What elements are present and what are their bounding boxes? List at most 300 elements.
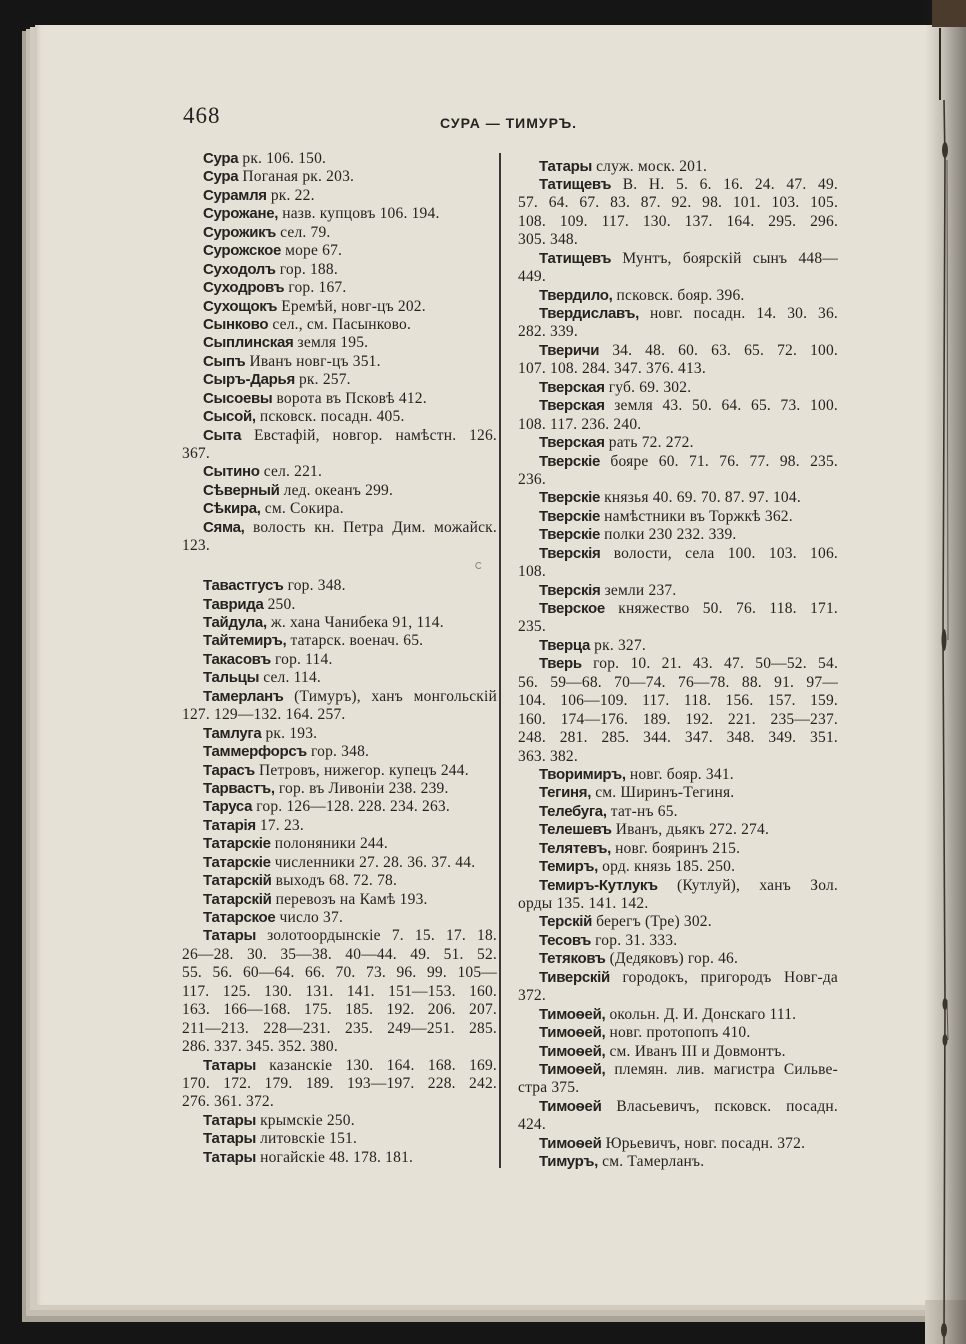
entry-text: выходъ 68. 72. 78. [275,872,398,890]
entry-text: бояре 60. 71. 76. 77. 98. 235. [610,452,839,470]
line-content [203,614,444,631]
entry-first-line [182,614,497,632]
cover-corner [932,0,966,27]
entry-text: 34. 48. 60. 63. 65. 72. 100. [612,341,838,359]
entry-text: 107. 108. 284. 347. 376. 413. [518,360,706,378]
entry-headword: Сурожикъ [203,223,277,241]
entry-text: Юрьевичъ, новг. посадн. 372. [605,1134,806,1152]
entry-first-line [518,655,838,673]
entry-first-line [182,316,497,334]
entry-text: 305. 348. [518,231,578,249]
entry-first-line [182,353,497,371]
line-content [518,1116,546,1133]
index-entry [518,489,838,507]
entry-text: служ. моск. 201. [596,157,708,175]
entry-text: Петровъ, нижегор. купецъ 244. [259,761,469,779]
entry-first-line [182,519,497,537]
line-content [539,397,838,414]
line-content [518,268,546,285]
entry-text: 160. 174—176. 189. 192. 221. 235—237. [518,710,838,728]
line-content [539,1006,796,1023]
entry-text: орды 135. 141. 142. [518,895,649,912]
entry-first-line [182,651,497,669]
entry-first-line [182,891,497,909]
entry-text: губ. 69. 302. [608,378,692,396]
entry-text: стра 375. [518,1079,580,1097]
entry-headword: Твердиславъ, [539,305,640,322]
entry-headword: Тиверскій [539,968,610,986]
entry-headword: Сурамля [203,186,267,204]
entry-continuation-line [518,1116,838,1134]
entry-headword: Тимоѳей, [539,1060,606,1078]
line-content [539,1024,750,1041]
entry-first-line [182,835,497,853]
index-entry [182,780,497,798]
line-content [539,969,838,986]
index-entry [518,600,838,637]
line-content [539,655,838,672]
entry-headword: Тарвастъ, [203,779,275,797]
line-content [203,596,296,613]
entry-first-line [182,632,497,650]
entry-text: намѣстники въ Торжкѣ 362. [604,507,793,525]
line-content [203,279,346,296]
entry-headword: Сура [203,150,239,167]
index-entry [518,453,838,490]
entry-first-line [518,287,838,305]
entry-text: 108. 109. 117. 130. 137. 164. 295. 296. [518,212,839,230]
entry-text: рк. 193. [265,724,318,742]
index-entry [518,655,838,766]
entry-headword: Сыръ-Дарья [203,371,295,389]
entry-text: Поганая рк. 203. [242,168,355,186]
entry-text: гор. 167. [288,279,347,297]
index-section [518,158,838,1172]
line-content [539,508,793,525]
entry-first-line [518,766,838,784]
entry-text: 108. 117. 236. 240. [518,415,642,433]
index-entry [518,1024,838,1042]
entry-first-line [518,840,838,858]
line-content [539,545,838,562]
line-content [203,1057,497,1074]
line-content [203,743,369,760]
entry-text: 248. 281. 285. 344. 347. 348. 349. 351. [518,729,838,747]
line-content [203,1130,357,1147]
entry-text: море 67. [285,242,343,260]
entry-text: см. Сокира. [264,500,344,518]
thread-knot [943,1034,948,1046]
index-entry [518,877,838,914]
index-entry [518,526,838,544]
entry-first-line [182,872,497,890]
entry-first-line [182,688,497,706]
entry-first-line [518,784,838,802]
entry-headword: Тверскіе [539,452,601,470]
entry-first-line [518,582,838,600]
entry-continuation-line [182,946,497,964]
entry-text: литовскіе 151. [260,1130,358,1148]
entry-text: (Дедяковъ) гор. 46. [609,950,739,968]
index-entry [182,614,497,632]
entry-text: волость кн. Петра Дим. можайск. [253,518,497,536]
entry-continuation-line [518,563,838,581]
entry-first-line [182,1130,497,1148]
entry-first-line [182,371,497,389]
entry-text: рк. 106. 150. [242,150,327,167]
entry-continuation-line [518,416,838,434]
index-entry [182,854,497,872]
index-entry [518,379,838,397]
entry-first-line [518,821,838,839]
entry-continuation-line [518,231,838,249]
line-content [539,600,838,617]
entry-headword: Татарскій [203,890,272,908]
entry-first-line [518,1006,838,1024]
entry-text: 449. [518,268,546,286]
entry-headword: Тверская [539,397,605,415]
index-entry [182,872,497,890]
entry-text: Евстафій, новгор. намѣстн. 126. [253,426,498,444]
entry-text: назв. купцовъ 106. 194. [282,205,440,223]
line-content [518,213,838,230]
line-content [203,187,315,204]
entry-text: рк. 257. [298,371,351,389]
entry-text: 235. [518,618,546,636]
entry-headword: Суходолъ [203,260,276,278]
line-content [203,817,304,834]
line-content [539,1153,704,1170]
index-entry [182,427,497,464]
entry-headword: Творимиръ, [539,765,626,783]
entry-first-line [182,187,497,205]
line-content [539,950,738,967]
line-content [539,1043,786,1060]
entry-first-line [518,342,838,360]
index-entry [182,798,497,816]
index-entry [182,168,497,186]
index-entry [182,596,497,614]
entry-continuation-line [182,445,497,463]
entry-headword: Тверскіе [539,526,601,544]
entry-text: 117. 125. 130. 131. 141. 151—153. 160. [182,982,497,1000]
entry-continuation-line [182,1038,497,1056]
entry-text: татарск. военач. 65. [290,632,424,650]
entry-text: Мунтъ, боярскій сынъ 448— [622,249,839,267]
entry-first-line [182,1149,497,1167]
entry-continuation-line [518,729,838,747]
entry-text: тат-нъ 65. [610,802,678,820]
thread-knot [943,998,948,1010]
entry-headword: Тверскіе [539,507,601,525]
entry-text: 57. 64. 67. 83. 87. 92. 98. 101. 103. 105. [518,194,839,212]
entry-text: городокъ, пригородъ Новг-да [622,968,838,986]
line-content [203,224,331,241]
entry-headword: Татары [203,1111,256,1129]
line-content [518,729,838,746]
index-entry [518,1061,838,1098]
entry-first-line [518,877,838,895]
line-content [203,371,351,388]
index-entry [182,909,497,927]
entry-headword: Татары [203,1056,256,1074]
entry-first-line [182,500,497,518]
index-entry [182,205,497,223]
entry-continuation-line [182,706,497,724]
entry-headword: Тетяковъ [539,950,606,968]
entry-headword: Татары [203,1130,256,1148]
line-content [539,434,694,451]
line-content [182,964,497,981]
line-content [203,798,450,815]
index-entry [518,932,838,950]
entry-text: 127. 129—132. 164. 257. [182,706,346,724]
entry-text: 170. 172. 179. 189. 193—197. 228. 242. [182,1074,497,1092]
entry-headword: Тамлуга [203,724,262,742]
index-column-left [182,150,497,1167]
line-content [203,316,411,333]
index-entry [518,969,838,1006]
entry-continuation-line [182,983,497,1001]
entry-text: численники 27. 28. 36. 37. 44. [274,853,476,871]
index-entry [518,434,838,452]
entry-headword: Сыпъ [203,352,246,370]
entry-text: ворота въ Псковѣ 412. [276,389,427,407]
entry-headword: Тавастгусъ [203,577,284,595]
index-entry [182,891,497,909]
entry-headword: Тайдула, [203,614,267,631]
entry-first-line [182,279,497,297]
column-divider [499,153,501,1168]
ink-speck [474,561,483,570]
entry-first-line [518,158,838,176]
entry-continuation-line [518,268,838,286]
line-content [539,453,838,470]
entry-text: 56. 59—68. 70—74. 76—78. 88. 91. 97— [518,673,839,691]
line-content [539,287,744,304]
line-content [539,305,838,322]
entry-text: ногайскіе 48. 178. 181. [260,1148,414,1166]
entry-first-line [518,1024,838,1042]
index-entry [182,371,497,389]
entry-headword: Татищевъ [539,249,612,267]
entry-headword: Таруса [203,798,253,816]
entry-text: (Кутлуй), ханъ Зол. [677,876,838,894]
entry-headword: Сысой, [203,408,256,426]
index-entry [518,305,838,342]
line-content [203,651,333,668]
line-content [539,766,734,783]
line-content [539,1061,838,1078]
index-entry [182,927,497,1056]
entry-first-line [518,1098,838,1116]
line-content [203,891,428,908]
entry-text: 286. 337. 345. 352. 380. [182,1038,338,1056]
line-content [539,932,677,949]
entry-first-line [518,1135,838,1153]
entry-headword: Тимоѳей, [539,1024,606,1042]
index-entry [518,1153,838,1171]
entry-continuation-line [182,964,497,982]
entry-text: 163. 166—168. 175. 185. 192. 206. 207. [182,1001,497,1019]
entry-continuation-line [518,323,838,341]
entry-continuation-line [518,895,838,913]
line-content [203,669,321,686]
entry-text: Иванъ, дьякъ 272. 274. [615,821,770,839]
index-entry [518,1135,838,1153]
index-entry [182,743,497,761]
line-content [539,913,712,930]
line-content [518,987,546,1004]
line-content [203,261,338,278]
index-entry [182,242,497,260]
entry-text: псковск. бояр. 396. [616,286,745,304]
index-entry [518,821,838,839]
entry-first-line [182,909,497,927]
index-entry [182,762,497,780]
entry-continuation-line [182,1093,497,1111]
index-entry [182,500,497,518]
index-section [182,577,497,1167]
line-content [203,927,497,944]
entry-text: сел. 114. [263,669,321,687]
line-content [203,390,427,407]
entry-headword: Сыплинская [203,334,294,352]
line-content [203,427,497,444]
line-content [203,519,497,536]
entry-text: орд. князь 185. 250. [602,858,736,876]
entry-text: полоняники 244. [274,835,388,853]
index-entry [182,577,497,595]
line-content [182,1001,497,1018]
entry-headword: Таврида [203,595,264,613]
line-content [539,821,769,838]
line-content [539,858,735,875]
entry-first-line [182,743,497,761]
entry-first-line [518,913,838,931]
entry-text: 372. [518,987,546,1005]
entry-headword: Таммерфорсъ [203,743,307,761]
entry-text: гор. въ Ливоніи 238. 239. [278,779,449,797]
index-entry [518,803,838,821]
entry-text: 17. 23. [259,816,304,834]
entry-headword: Татарія [203,816,256,834]
line-content [518,674,838,691]
line-content [182,1075,497,1092]
entry-continuation-line [518,360,838,378]
entry-headword: Сѣверный [203,481,280,499]
entry-continuation-line [518,692,838,710]
entry-first-line [518,453,838,471]
entry-text: окольн. Д. И. Донскаго 111. [609,1005,797,1023]
index-section [182,150,497,556]
line-content [203,168,354,185]
entry-headword: Тамерланъ [203,687,284,705]
running-head: СУРА — ТИМУРЪ. [440,115,578,131]
line-content [518,471,546,488]
line-content [539,840,740,857]
line-content [182,1038,338,1055]
entry-first-line [518,489,838,507]
line-content [539,1098,838,1115]
entry-continuation-line [518,1079,838,1097]
entry-first-line [182,817,497,835]
index-entry [182,632,497,650]
line-content [182,946,497,963]
entry-headword: Тимуръ, [539,1153,599,1171]
line-content [182,983,497,1000]
entry-headword: Суходровъ [203,279,285,297]
entry-text: новг. бояринъ 215. [615,839,741,857]
entry-continuation-line [518,618,838,636]
entry-headword: Тверца [539,636,591,654]
index-entry [518,397,838,434]
line-content [182,537,210,554]
entry-text: берегъ (Тре) 302. [596,913,712,931]
index-entry [182,688,497,725]
index-entry [518,1006,838,1024]
line-content [203,408,405,425]
entry-text: волости, села 100. 103. 106. [613,544,838,562]
index-entry [518,582,838,600]
line-content [518,1079,579,1096]
line-content [203,577,346,594]
entry-text: 211—213. 228—231. 235. 249—251. 285. [182,1019,497,1037]
line-content [182,1093,274,1110]
index-entry [518,913,838,931]
entry-headword: Тверичи [539,341,600,359]
entry-text: 276. 361. 372. [182,1093,274,1111]
entry-headword: Тверь [539,655,582,673]
entry-continuation-line [518,213,838,231]
entry-text: 26—28. 30. 35—38. 40—44. 49. 51. 52. [182,945,497,963]
entry-text: новг. протопопъ 410. [609,1024,751,1042]
book-gutter [925,0,966,1344]
entry-headword: Тарасъ [203,761,255,779]
line-content [203,780,449,797]
entry-first-line [518,969,838,987]
entry-first-line [182,463,497,481]
line-content [203,500,344,517]
index-entry [182,651,497,669]
entry-headword: Сысоевы [203,389,273,407]
entry-continuation-line [518,748,838,766]
entry-headword: Тверское [539,600,605,617]
line-content [518,360,706,377]
entry-headword: Телебуга, [539,802,607,820]
line-content [203,688,497,705]
entry-first-line [182,168,497,186]
line-content [182,1020,497,1037]
entry-first-line [518,508,838,526]
index-entry [518,342,838,379]
entry-headword: Сытино [203,463,260,481]
line-content [203,353,381,370]
entry-first-line [182,224,497,242]
entry-headword: Терскій [539,913,593,931]
entry-text: гор. 348. [310,743,370,761]
entry-text: золотоордынскіе 7. 15. 17. 18. [267,927,497,945]
entry-headword: Сурожане, [203,205,279,223]
entry-headword: Тверская [539,434,605,452]
entry-text: князья 40. 69. 70. 87. 97. 104. [604,489,801,507]
entry-text: новг. посадн. 14. 30. 36. [649,305,839,322]
index-entry [182,835,497,853]
line-content [539,803,678,820]
entry-text: земля 195. [297,334,369,352]
entry-first-line [182,798,497,816]
entry-text: крымскіе 250. [260,1111,355,1129]
